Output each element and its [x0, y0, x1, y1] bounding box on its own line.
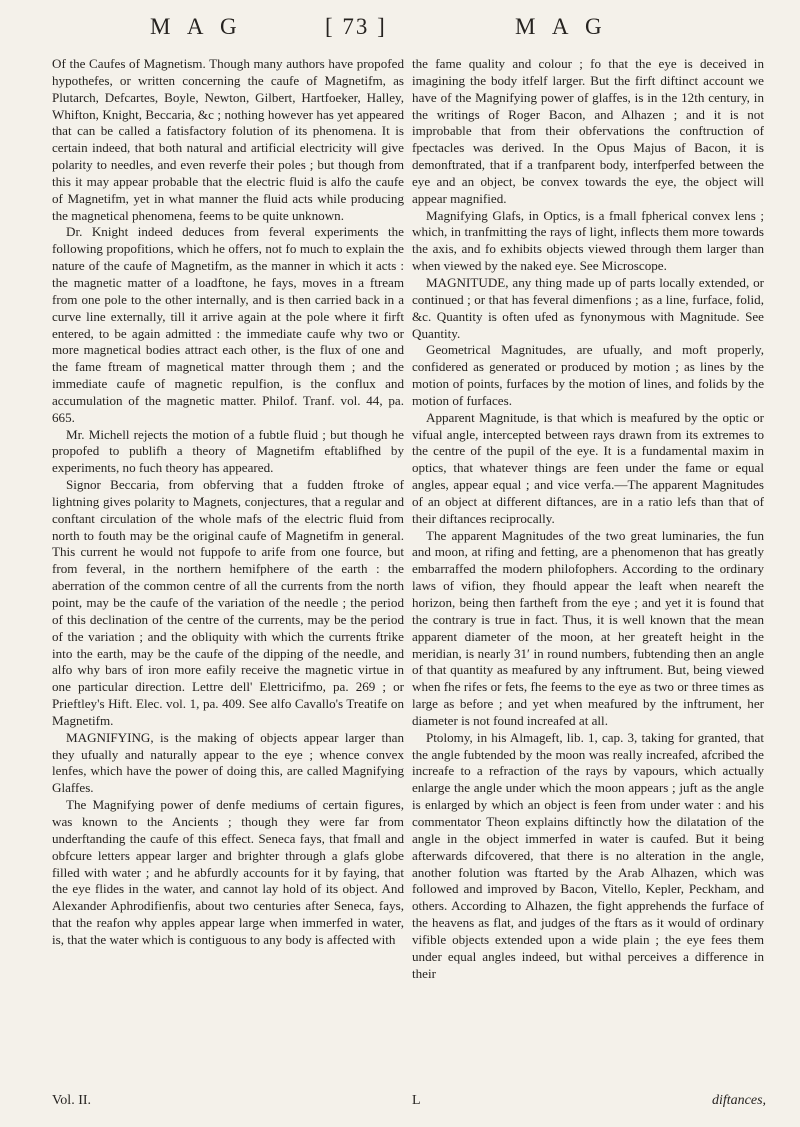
paragraph-dr-knight: Dr. Knight indeed deduces from feveral experiments the following propofitions, which he offers, not fo much to explain the nature of the caufe of Magnetifm, as the manner in which it acts : the magnetic matter of a loadftone, he fays, moves in a ftream from one pole to the other internally, and is then carried back in a curve line externally, till it arrive again at the pole where it firft entered, to be again admitted : the immediate caufe why two or more magnetical bodies attract each other, is the flux of one and the fame ftream of magnetical matter through them ; and the immediate caufe of magnetic repulfion, is the conflux and accumulation of the magnetic matter. Philof. Tranf. vol. 44, pa. 665. — [52, 224, 404, 425]
entry-geometrical-magnitudes: Geometrical Magnitudes, are ufually, and moft properly, confidered as generated or produced by motion ; as lines by the motion of points, furfaces by the motion of lines, and folids by the motion of furfaces. — [412, 342, 764, 408]
entry-magnifying: MAGNIFYING, is the making of objects appear larger than they ufually and naturally appear to the eye ; whence convex lenfes, which have the power of doing this, are called Magnifying Glaffes. — [52, 729, 404, 796]
catchword: diftances, — [712, 1093, 767, 1108]
paragraph-continuation: the fame quality and colour ; fo that the eye is deceived in imagining the body itfelf larger. But the firft diftinct account we have of the Magnifying power of glaffes, is in the 12th century, in the writings of Roger Bacon, and Alhazen ; and it is not improbable that from their obfervations the conftruction of fpectacles was derived. In the Opus Majus of Bacon, it is demonftrated, that if a tranfparent body, interfperfed between the eye and an object, be convex towards the eye, the object will appear magnified. — [412, 56, 764, 206]
paragraph-signor-beccaria: Signor Beccaria, from obferving that a fudden ftroke of lightning gives polarity to Magnets, conjectures, that a regular and conftant circulation of the whole mafs of the electric fluid from north to fouth may be the original caufe of Magnetifm in general. This current he would not fuppofe to arife from one fource, but from feveral, in the northern hemifphere of the earth : the aberration of the common centre of all the currents from the north point, may be the caufe of the variation of the needle ; the period of this declination of the centre of the currents, may be the period of the variation ; and the obliquity with which the currents ftrike into the earth, may be the caufe of the dipping of the needle, and alfo why bars of iron more eafily receive the magnetic virtue in one particular direction. Lettre dell' Elettricifmo, pa. 269 ; or Prieftley's Hift. Elec. vol. 1, pa. 409. See alfo Cavallo's Treatife on Magnetifm. — [52, 477, 404, 728]
page-number: [ 73 ] — [325, 14, 387, 39]
volume-signature: Vol. II. — [52, 1093, 92, 1108]
left-column — [52, 56, 404, 949]
entry-magnifying-glass: Magnifying Glafs, in Optics, is a fmall fpherical convex lens ; which, in tranfmitting the rays of light, inflects them more towards the axis, and fo exhibits objects viewed through them larger than when viewed by the naked eye. See Microscope. — [412, 207, 764, 274]
paragraph-ptolomy: Ptolomy, in his Almageft, lib. 1, cap. 3, taking for granted, that the angle fubtended by the moon was really increafed, afcribed the increafe to a refraction of the rays by vapours, which actually enlarge the angle under which the moon appears ; juft as the angle is enlarged by which an object is feen from under water : and his commentator Theon explains diftinctly how the dilatation of the angle in the object immerfed in water is caufed. But it being afterwards difcovered, that there is no alteration in the angle, another folution was ftarted by the Arab Alhazen, which was followed and improved by Bacon, Vitello, Kepler, Peckham, and others. According to Alhazen, the fight apprehends the furface of the heavens as flat, and judges of the ftars as it would of ordinary vifible objects extended upon a wide plain ; the eye fees them under equal angles indeed, but withal perceives a difference in their — [412, 729, 764, 981]
running-head-right: M A G — [515, 14, 608, 39]
paragraph-mr-michell: Mr. Michell rejects the motion of a fubtle fluid ; but though he propofed to publifh a theory of Magnetifm eftablifhed by experiments, no fuch theory has appeared. — [52, 426, 404, 476]
paragraph-causes-of-magnetism: Of the Caufes of Magnetism. Though many authors have propofed hypothefes, or written concerning the caufe of Magnetifm, as Plutarch, Defcartes, Boyle, Newton, Gilbert, Hartfoeker, Halley, Whifton, Knight, Beccaria, &c ; nothing however has yet appeared that can be called a fatisfactory folution of its phenomena. It is certain indeed, that both natural and artificial electricity will give polarity to needles, and even reverfe their poles ; but though from this it may appear probable that the electric fluid is alfo the caufe of Magnetifm, yet in what manner the fluid acts while producing the magnetical phenomena, feems to be quite unknown. — [52, 56, 404, 223]
right-column — [412, 56, 764, 982]
running-head-left: M A G — [150, 14, 243, 39]
running-head — [0, 14, 800, 48]
entry-apparent-magnitude: Apparent Magnitude, is that which is meafured by the optic or vifual angle, intercepted between rays drawn from its extremes to the centre of the pupil of the eye. It is a fundamental maxim in optics, that whatever things are feen under the fame or equal angles, appear equal ; and vice verfa.—The apparent Magnitudes of an object at different diftances, are in a ratio lefs than that of their diftances reciprocally. — [412, 409, 764, 526]
gathering-signature: L — [412, 1093, 421, 1108]
paragraph-sun-and-moon: The apparent Magnitudes of the two great luminaries, the fun and moon, at rifing and fetting, are a phenomenon that has greatly embarraffed the modern philofophers. According to the ordinary laws of vifion, they fhould appear the leaft when neareft the horizon, being then fartheft from the eye ; and yet it is found that the contrary is true in fact. Thus, it is well known that the mean apparent diameter of the moon, at her greateft height in the meridian, is nearly 31′ in round numbers, fubtending then an angle of that quantity as meafured by any inftrument. But, being viewed when fhe rifes or fets, fhe feems to the eye as two or three times as large as before ; and yet when meafured by the inftrument, her diameter is not found increafed at all. — [412, 527, 764, 728]
entry-magnitude: MAGNITUDE, any thing made up of parts locally extended, or continued ; or that has feveral dimenfions ; as a line, furface, folid, &c. Quantity is often ufed as fynonymous with Magnitude. See Quantity. — [412, 274, 764, 341]
paragraph-magnifying-power: The Magnifying power of denfe mediums of certain figures, was known to the Ancients ; though they were far from underftanding the caufe of this effect. Seneca fays, that fmall and obfcure letters appear larger and brighter through a glafs globe filled with water ; and he abfurdly accounts for it by faying, that the eye flides in the water, and cannot lay hold of its object. And Alexander Aphrodifienfis, about two centuries after Seneca, fays, that the reafon why apples appear large when immerfed in water, is, that the water which is contiguous to any body is affected with — [52, 797, 404, 947]
